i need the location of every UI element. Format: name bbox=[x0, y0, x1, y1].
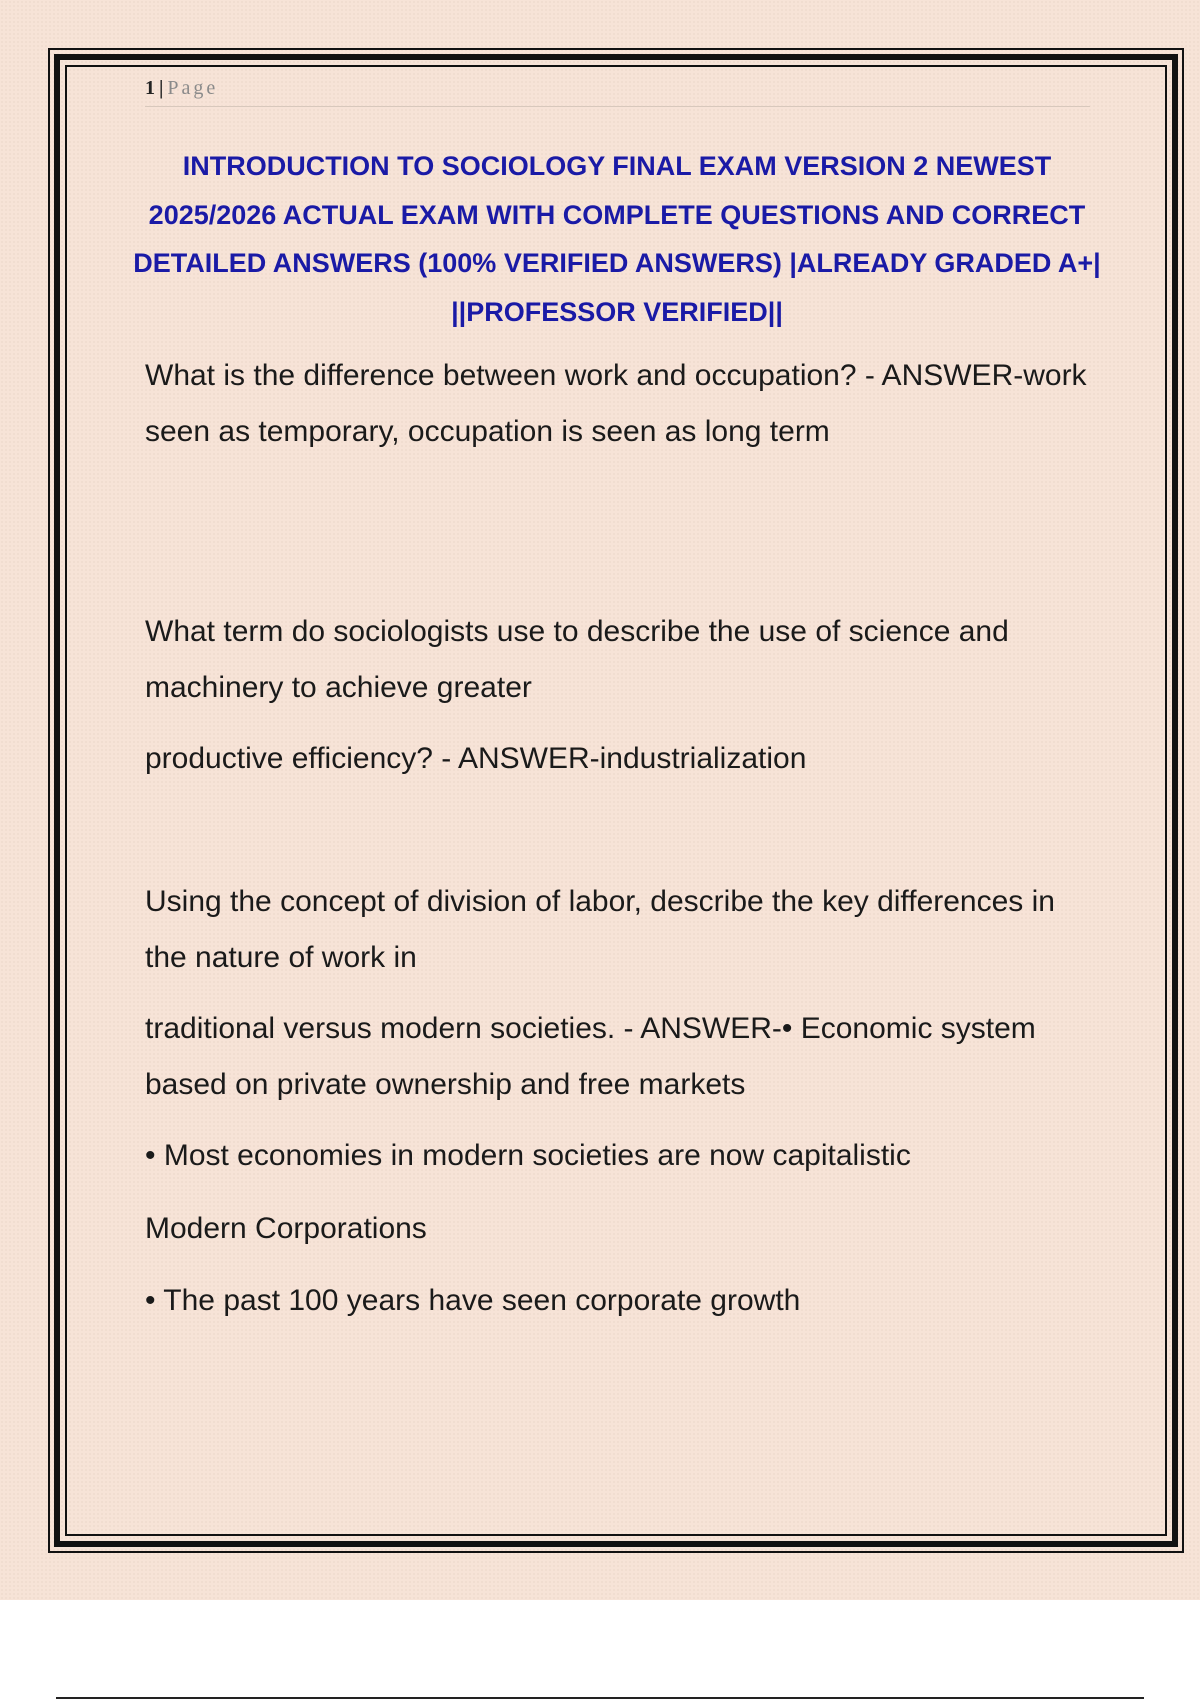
qa-3-question-part1: Using the concept of division of labor, describe the key differences in the nature of work in bbox=[145, 885, 1055, 974]
page-header-separator: | bbox=[159, 77, 164, 99]
qa-2-question-part2: productive efficiency? - ANSWER-industrialization bbox=[145, 742, 807, 775]
qa-2-question-part1: What term do sociologists use to describe the use of science and machinery to achieve greater bbox=[145, 615, 1009, 704]
document-title: INTRODUCTION TO SOCIOLOGY FINAL EXAM VERSION 2 NEWEST 2025/2026 ACTUAL EXAM WITH COMPLETE QUESTIONS AND CORRECT DETAILED ANSWERS (100% VERIFIED ANSWERS) |ALREADY GRADED A+| ||PROFESSOR VERIFIED|| bbox=[133, 151, 1101, 327]
qa-1-text: What is the difference between work and occupation? - ANSWER-work seen as temporary, occupation is seen as long term bbox=[145, 359, 1087, 448]
qa-3-bullet-1: • Most economies in modern societies are now capitalistic bbox=[145, 1139, 911, 1172]
page-label: Page bbox=[167, 77, 219, 99]
qa-3-bullet-2: • The past 100 years have seen corporate growth bbox=[145, 1284, 801, 1317]
page-number: 1 bbox=[145, 77, 155, 99]
footer-divider bbox=[56, 1697, 1144, 1699]
qa-3-heading-modern-corporations: Modern Corporations bbox=[145, 1212, 427, 1245]
qa-3-answer: traditional versus modern societies. - ANSWER-• Economic system based on private ownership and free markets bbox=[145, 1012, 1036, 1101]
page-header bbox=[145, 74, 1090, 107]
